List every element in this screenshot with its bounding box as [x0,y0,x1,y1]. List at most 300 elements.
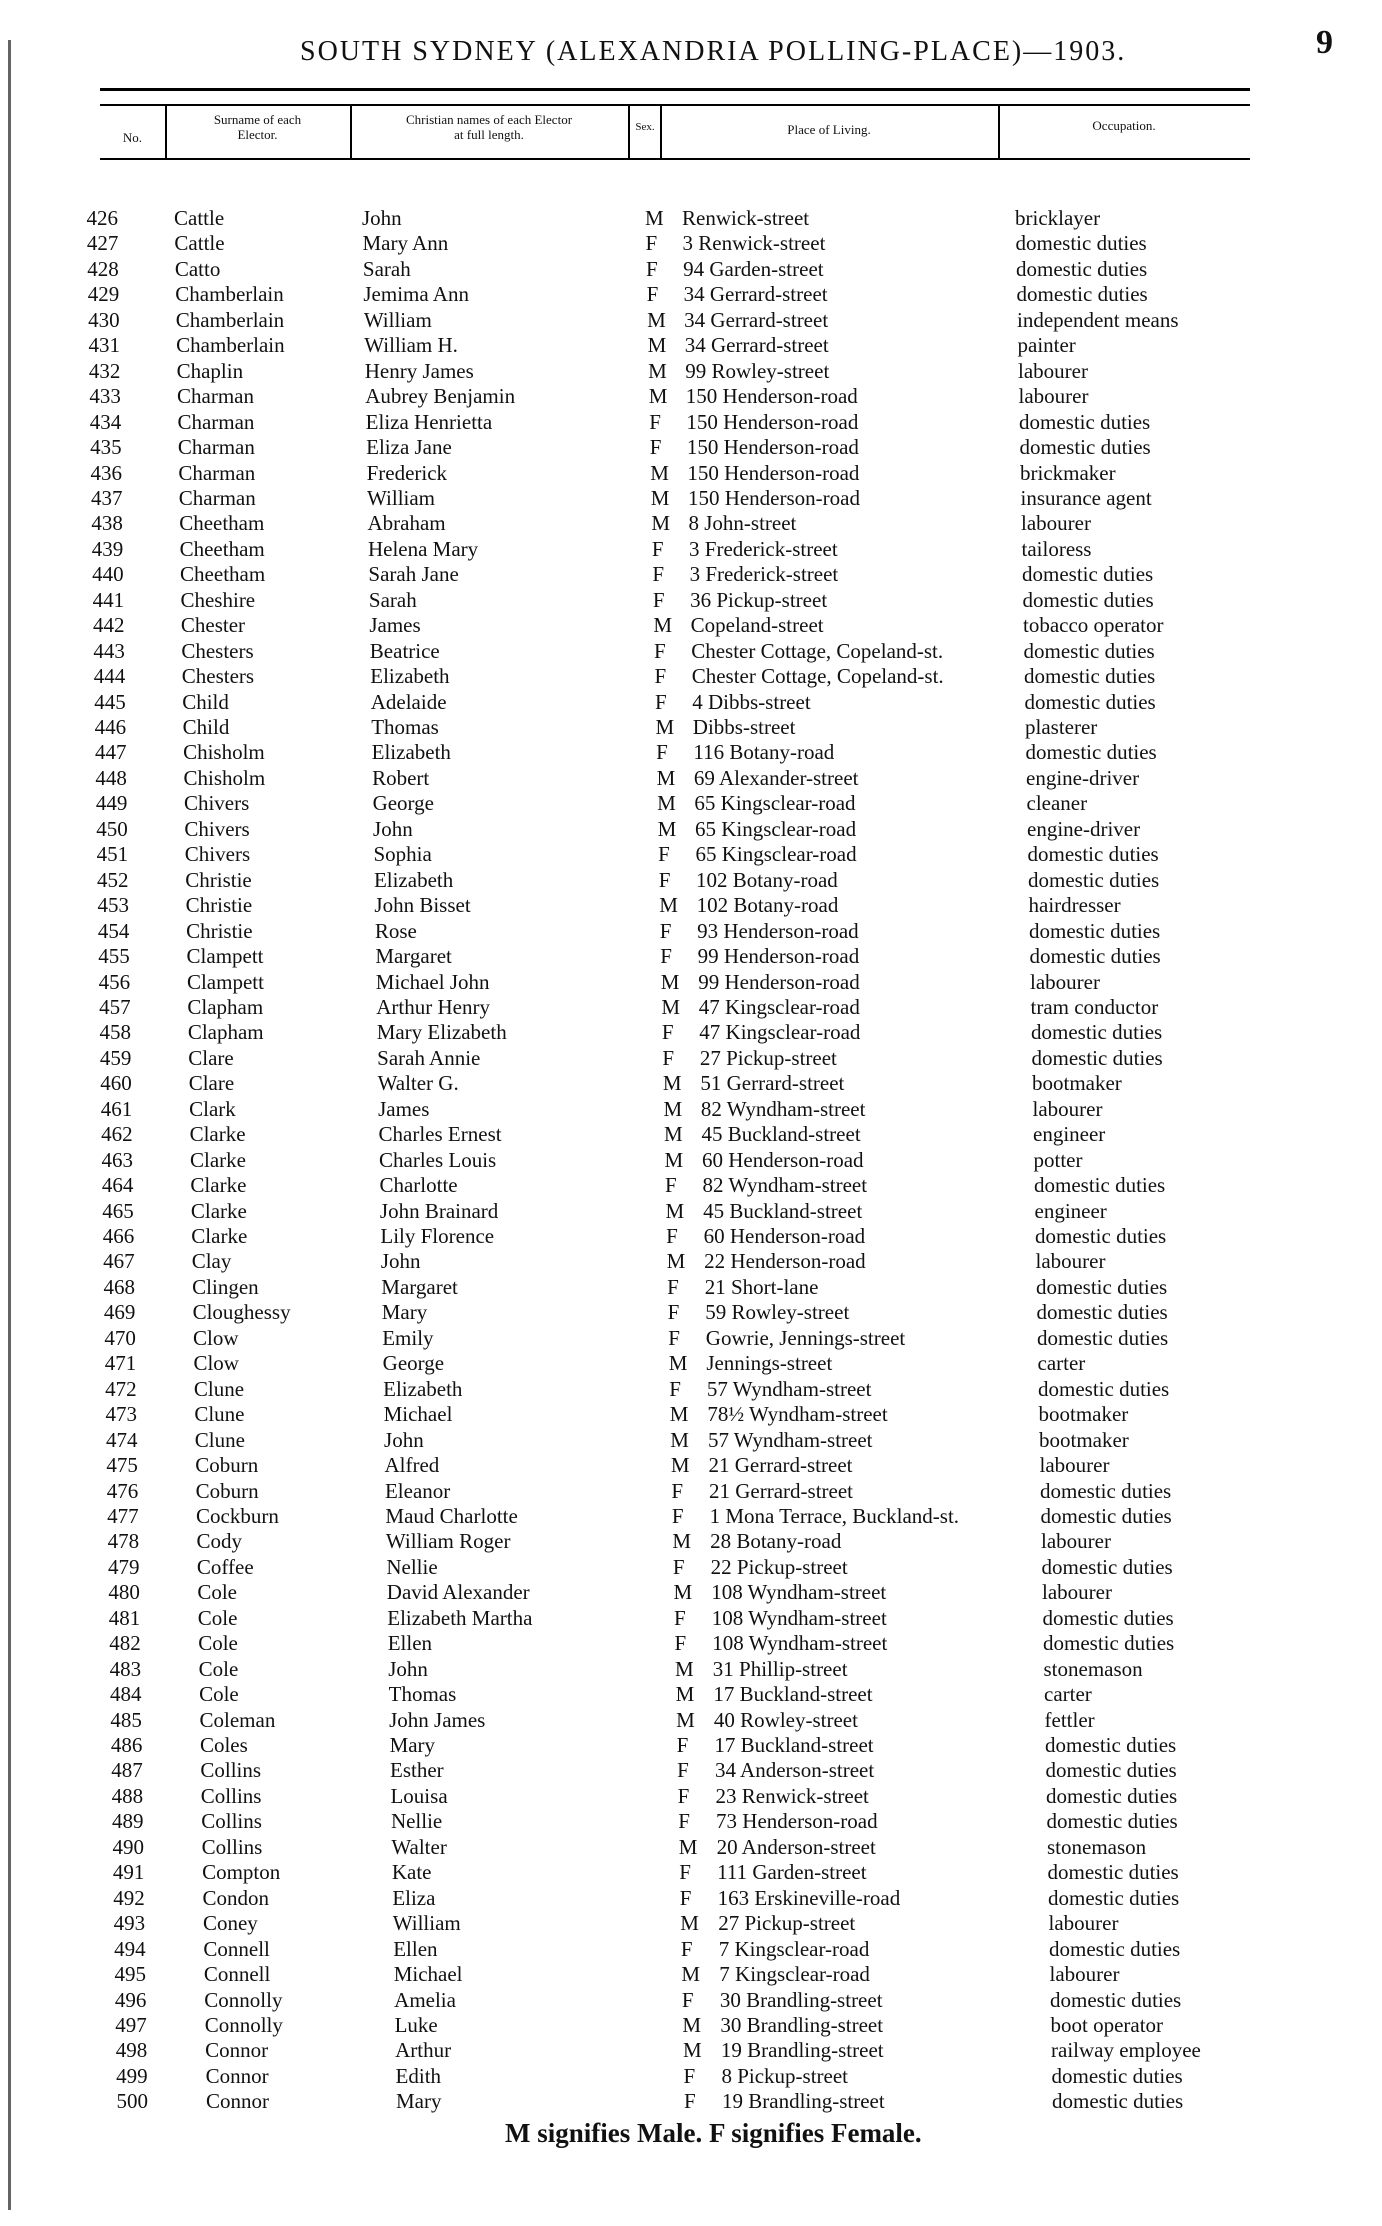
row-place-of-living: 23 Renwick-street [715,1783,869,1808]
row-christian-names: Ellen [387,1631,433,1656]
row-christian-names: George [382,1351,445,1376]
table-row [0,690,1382,715]
row-christian-names: Rose [374,918,417,943]
row-place-of-living: 21 Short-lane [704,1274,819,1299]
row-christian-names: Arthur [395,2038,452,2063]
row-number: 492 [113,1885,145,1910]
table-row [0,1886,1382,1911]
row-number: 436 [90,460,123,485]
row-sex: F [662,1045,675,1070]
row-sex: M [650,460,669,485]
row-number: 438 [91,511,123,536]
row-occupation: hairdresser [1028,893,1121,918]
page-mark: 9 [1316,24,1333,61]
row-sex: M [655,715,675,739]
row-place-of-living: 93 Henderson-road [697,918,859,943]
row-sex: M [648,384,668,409]
row-occupation: railway employee [1051,2038,1201,2063]
row-christian-names: Alfred [384,1453,440,1478]
row-place-of-living: 108 Wyndham-street [712,1631,888,1656]
row-surname: Cattle [174,206,225,230]
table-row [0,868,1382,893]
row-number: 466 [102,1224,135,1248]
row-sex: M [675,1656,694,1681]
row-place-of-living: 31 Phillip-street [712,1656,848,1681]
row-christian-names: Adelaide [370,689,447,714]
footer-legend: M signifies Male. F signifies Female. [505,2118,922,2148]
row-surname: Cole [197,1605,238,1630]
row-christian-names: Elizabeth Martha [387,1605,533,1630]
row-occupation: labourer [1035,1249,1106,1274]
row-occupation: engine-driver [1027,816,1141,841]
row-number: 495 [114,1962,146,1987]
row-occupation: labourer [1018,358,1088,383]
header-surname [165,112,350,142]
row-place-of-living: 69 Alexander-street [693,765,859,790]
table-row [0,1377,1382,1402]
row-sex: F [661,1020,674,1045]
row-place-of-living: 27 Pickup-street [699,1045,837,1070]
row-christian-names: Eliza [392,1885,436,1910]
row-place-of-living: 34 Anderson-street [714,1758,875,1783]
row-surname: Collins [201,1809,262,1834]
row-occupation: domestic duties [1046,1809,1178,1834]
row-sex: M [647,333,667,358]
row-place-of-living: 65 Kingsclear-road [694,791,856,816]
row-christian-names: William [392,1911,461,1936]
row-christian-names: Nellie [390,1809,443,1834]
row-sex: F [646,282,659,307]
row-place-of-living: 7 Kingsclear-road [718,1936,870,1961]
row-place-of-living: Gowrie, Jennings-street [705,1325,906,1350]
row-place-of-living: 17 Buckland-street [713,1682,873,1707]
row-christian-names: Mary [389,1733,436,1757]
row-christian-names: Walter G. [377,1071,459,1096]
row-occupation: stonemason [1047,1834,1147,1859]
row-occupation: engineer [1033,1122,1106,1147]
table-row [0,2013,1382,2038]
row-number: 475 [106,1453,138,1478]
row-occupation: domestic duties [1034,1173,1166,1198]
row-christian-names: Luke [394,2012,438,2037]
row-occupation: domestic duties [1042,1605,1174,1630]
row-number: 471 [104,1351,137,1376]
row-number: 491 [112,1860,145,1885]
row-sex: M [681,1962,701,1987]
row-surname: Chisholm [183,740,265,765]
row-surname: Collins [200,1758,262,1783]
row-christian-names: Beatrice [369,638,440,663]
row-sex: F [673,1605,686,1630]
row-number: 442 [92,613,125,638]
row-number: 437 [90,485,123,510]
row-place-of-living: 36 Pickup-street [690,587,828,612]
table-row [0,1682,1382,1707]
row-surname: Connor [205,2038,269,2063]
row-place-of-living: 82 Wyndham-street [702,1173,868,1198]
row-sex: F [677,1783,690,1808]
row-number: 474 [105,1427,138,1452]
table-row [0,1173,1382,1198]
table-row [0,1479,1382,1504]
row-place-of-living: 65 Kingsclear-road [694,816,857,841]
row-surname: Charman [178,460,256,485]
table-row [0,1860,1382,1885]
row-number: 470 [104,1325,136,1350]
row-sex: M [653,613,673,638]
row-number: 434 [89,409,122,434]
row-surname: Cattle [174,231,225,256]
row-occupation: independent means [1017,307,1179,332]
row-surname: Cockburn [196,1503,279,1528]
row-surname: Clingen [192,1274,259,1299]
row-sex: F [679,1860,691,1885]
row-surname: Clarke [191,1224,248,1248]
row-surname: Cheetham [179,511,265,536]
row-occupation: tram conductor [1030,994,1159,1019]
row-place-of-living: 102 Botany-road [696,867,838,892]
row-sex: F [646,256,658,281]
row-place-of-living: 150 Henderson-road [685,384,858,409]
table-row [0,1911,1382,1936]
table-row [0,2064,1382,2089]
row-number: 447 [95,740,127,765]
header-top-rule [100,104,1250,106]
row-christian-names: Eleanor [384,1478,451,1503]
row-surname: Clay [191,1249,232,1274]
row-christian-names: John [380,1249,421,1274]
row-surname: Connor [206,2089,269,2114]
row-occupation: labourer [1032,1096,1103,1121]
row-number: 458 [99,1020,131,1045]
row-sex: F [677,1758,689,1783]
row-surname: Clarke [190,1147,246,1172]
row-sex: F [659,918,672,943]
row-occupation: domestic duties [1023,638,1155,663]
table-row [0,639,1382,664]
row-christian-names: Charles Ernest [378,1122,502,1147]
row-occupation: bricklayer [1015,206,1101,230]
row-occupation: domestic duties [1024,664,1156,689]
row-christian-names: Nellie [386,1554,438,1579]
header-christian-line1: Christian names of each Elector [405,112,573,127]
row-sex: M [645,206,664,230]
table-row [0,1428,1382,1453]
table-row [0,1326,1382,1351]
row-sex: F [652,587,665,612]
table-row [0,588,1382,613]
table-row [0,740,1382,765]
row-number: 487 [111,1758,143,1783]
row-occupation: domestic duties [1024,689,1156,714]
table-row [0,435,1382,460]
row-sex: M [657,791,676,816]
row-occupation: carter [1044,1682,1092,1707]
row-occupation: domestic duties [1050,1987,1182,2012]
row-surname: Charman [177,384,254,409]
row-occupation: domestic duties [1027,842,1159,867]
row-number: 468 [103,1274,136,1299]
row-christian-names: Mary Ann [362,231,449,256]
row-place-of-living: 3 Frederick-street [689,536,838,561]
row-surname: Coburn [195,1453,259,1478]
row-sex: F [652,562,665,587]
row-number: 445 [94,689,126,714]
row-surname: Cole [198,1656,239,1681]
row-sex: M [670,1453,690,1478]
table-row [0,1580,1382,1605]
table-row [0,1962,1382,1987]
row-christian-names: Sophia [373,842,432,867]
row-place-of-living: 57 Wyndham-street [706,1376,872,1401]
table-row [0,537,1382,562]
row-occupation: domestic duties [1043,1631,1175,1656]
table-row [0,2089,1382,2114]
table-row [0,970,1382,995]
table-row [0,944,1382,969]
row-surname: Clow [193,1351,239,1376]
row-place-of-living: 4 Dibbs-street [692,689,811,714]
table-row [0,1835,1382,1860]
row-number: 431 [88,333,121,358]
row-number: 481 [108,1605,141,1630]
row-place-of-living: Copeland-street [690,613,824,638]
row-place-of-living: 3 Frederick-street [689,562,839,587]
row-christian-names: John [388,1656,428,1681]
row-number: 456 [98,969,131,994]
row-number: 448 [95,765,127,790]
row-surname: Connor [205,2063,269,2088]
row-sex: F [658,867,671,892]
row-occupation: tailoress [1021,536,1092,561]
row-place-of-living: 163 Erskineville-road [717,1885,901,1910]
row-occupation: domestic duties [1029,918,1161,943]
row-sex: M [660,969,680,994]
row-occupation: domestic duties [1037,1325,1169,1350]
table-row [0,1504,1382,1529]
row-occupation: domestic duties [1052,2089,1184,2114]
table-row [0,1784,1382,1809]
row-christian-names: John Bisset [374,893,471,918]
row-christian-names: Sarah Annie [377,1045,481,1070]
row-sex: M [672,1529,692,1554]
table-row [0,1402,1382,1427]
row-number: 467 [103,1249,135,1274]
row-surname: Cole [198,1631,238,1656]
table-row [0,1122,1382,1147]
row-surname: Clune [194,1427,245,1452]
row-sex: M [662,1071,682,1096]
row-number: 426 [86,206,118,230]
row-place-of-living: 59 Rowley-street [705,1300,850,1325]
row-surname: Connolly [204,2012,283,2037]
row-christian-names: Sarah [368,587,417,612]
row-christian-names: Louisa [390,1783,448,1808]
table-row [0,1046,1382,1071]
row-sex: M [651,511,670,536]
row-surname: Collins [200,1783,262,1808]
row-occupation: domestic duties [1046,1783,1178,1808]
row-christian-names: Elizabeth [370,664,450,689]
row-surname: Chivers [183,791,250,816]
row-number: 432 [88,358,121,383]
table-row [0,817,1382,842]
row-christian-names: Mary Elizabeth [376,1020,507,1045]
table-row [0,1809,1382,1834]
table-row [0,384,1382,409]
row-place-of-living: 1 Mona Terrace, Buckland-st. [709,1503,960,1528]
row-sex: F [671,1503,684,1528]
row-christian-names: Esther [390,1758,444,1783]
row-sex: F [649,409,661,434]
row-surname: Clow [193,1325,239,1350]
row-sex: F [684,2089,696,2114]
row-surname: Charman [177,409,255,434]
row-surname: Child [182,689,229,714]
row-number: 499 [116,2063,148,2088]
row-number: 455 [98,944,130,969]
row-number: 435 [90,435,122,460]
row-number: 482 [109,1631,141,1656]
row-sex: F [680,1936,693,1961]
row-christian-names: Frederick [366,460,448,485]
row-place-of-living: Renwick-street [682,206,810,230]
row-sex: M [670,1427,689,1452]
row-place-of-living: Dibbs-street [692,715,796,739]
row-number: 440 [92,562,124,587]
row-occupation: domestic duties [1045,1758,1177,1783]
row-occupation: domestic duties [1041,1554,1173,1579]
row-number: 439 [91,536,124,561]
table-row [0,995,1382,1020]
row-sex: M [682,2012,702,2037]
row-sex: F [674,1631,687,1656]
row-sex: F [669,1376,681,1401]
row-occupation: domestic duties [1036,1300,1168,1325]
row-christian-names: George [372,791,434,816]
row-christian-names: Sarah [362,256,411,281]
table-row [0,1071,1382,1096]
row-christian-names: Eliza Henrietta [365,409,493,434]
row-sex: F [653,638,666,663]
row-occupation: bootmaker [1039,1427,1129,1452]
header-sex: Sex. [635,121,655,133]
row-sex: F [666,1224,678,1248]
row-occupation: labourer [1030,969,1100,994]
row-place-of-living: 82 Wyndham-street [700,1096,866,1121]
row-sex: F [655,689,667,714]
header-christian [350,112,628,142]
row-number: 480 [108,1580,140,1605]
row-occupation: domestic duties [1036,1274,1168,1299]
row-place-of-living: 99 Rowley-street [685,358,830,383]
table-row [0,1937,1382,1962]
row-occupation: bootmaker [1038,1402,1129,1427]
table-row [0,308,1382,333]
row-surname: Charman [177,435,255,460]
row-sex: M [663,1096,683,1121]
table-row [0,333,1382,358]
row-surname: Connell [203,1962,271,1987]
table-row [0,766,1382,791]
row-surname: Chesters [181,638,254,663]
row-christian-names: William [363,307,432,332]
table-row [0,1224,1382,1249]
row-place-of-living: 40 Rowley-street [713,1707,858,1732]
row-occupation: painter [1017,333,1076,358]
header-bottom-rule [100,158,1250,160]
row-christian-names: John [373,816,413,841]
row-sex: F [671,1478,684,1503]
row-number: 490 [112,1834,144,1859]
row-place-of-living: 51 Gerrard-street [700,1071,845,1096]
row-christian-names: Aubrey Benjamin [365,384,516,409]
row-occupation: engineer [1034,1198,1107,1223]
row-number: 497 [115,2012,147,2037]
row-surname: Christie [185,893,253,918]
row-place-of-living: 17 Buckland-street [714,1733,874,1757]
table-row [0,511,1382,536]
row-surname: Coffee [196,1554,254,1579]
row-surname: Coleman [199,1707,276,1732]
row-number: 483 [109,1656,142,1681]
table-row [0,1300,1382,1325]
row-sex: F [665,1173,677,1198]
row-christian-names: Edith [395,2063,442,2088]
table-row [0,1708,1382,1733]
row-number: 446 [94,715,127,739]
row-surname: Clare [188,1071,235,1096]
row-occupation: domestic duties [1016,282,1148,307]
row-christian-names: Jemima Ann [363,282,469,307]
row-number: 500 [116,2089,148,2114]
table-row [0,461,1382,486]
top-rule [100,88,1250,91]
table-row [0,1606,1382,1631]
row-christian-names: Thomas [388,1682,457,1707]
row-surname: Chamberlain [175,307,285,332]
row-sex: M [675,1682,695,1707]
row-number: 472 [105,1376,137,1401]
row-place-of-living: 108 Wyndham-street [711,1580,887,1605]
row-occupation: potter [1033,1147,1083,1172]
row-surname: Cole [199,1682,239,1707]
row-occupation: labourer [1021,511,1091,536]
row-surname: Coburn [195,1478,259,1503]
row-sex: M [663,1122,683,1147]
row-christian-names: Charlotte [379,1173,458,1198]
row-surname: Charman [178,485,256,510]
row-place-of-living: 21 Gerrard-street [708,1453,853,1478]
row-christian-names: John [362,206,402,230]
row-place-of-living: 28 Botany-road [710,1529,842,1554]
row-place-of-living: 65 Kingsclear-road [695,842,857,867]
row-place-of-living: 111 Garden-street [717,1860,867,1885]
row-number: 451 [96,842,129,867]
row-sex: M [665,1198,685,1223]
table-row [0,359,1382,384]
row-christian-names: John Brainard [379,1198,499,1223]
row-place-of-living: 30 Brandling-street [720,2012,884,2037]
row-surname: Connell [203,1936,270,1961]
row-occupation: domestic duties [1051,2063,1183,2088]
row-number: 461 [100,1096,133,1121]
table-row [0,231,1382,256]
table-row [0,893,1382,918]
row-christian-names: David Alexander [386,1580,530,1605]
row-sex: M [656,765,676,790]
row-occupation: domestic duties [1045,1733,1177,1757]
